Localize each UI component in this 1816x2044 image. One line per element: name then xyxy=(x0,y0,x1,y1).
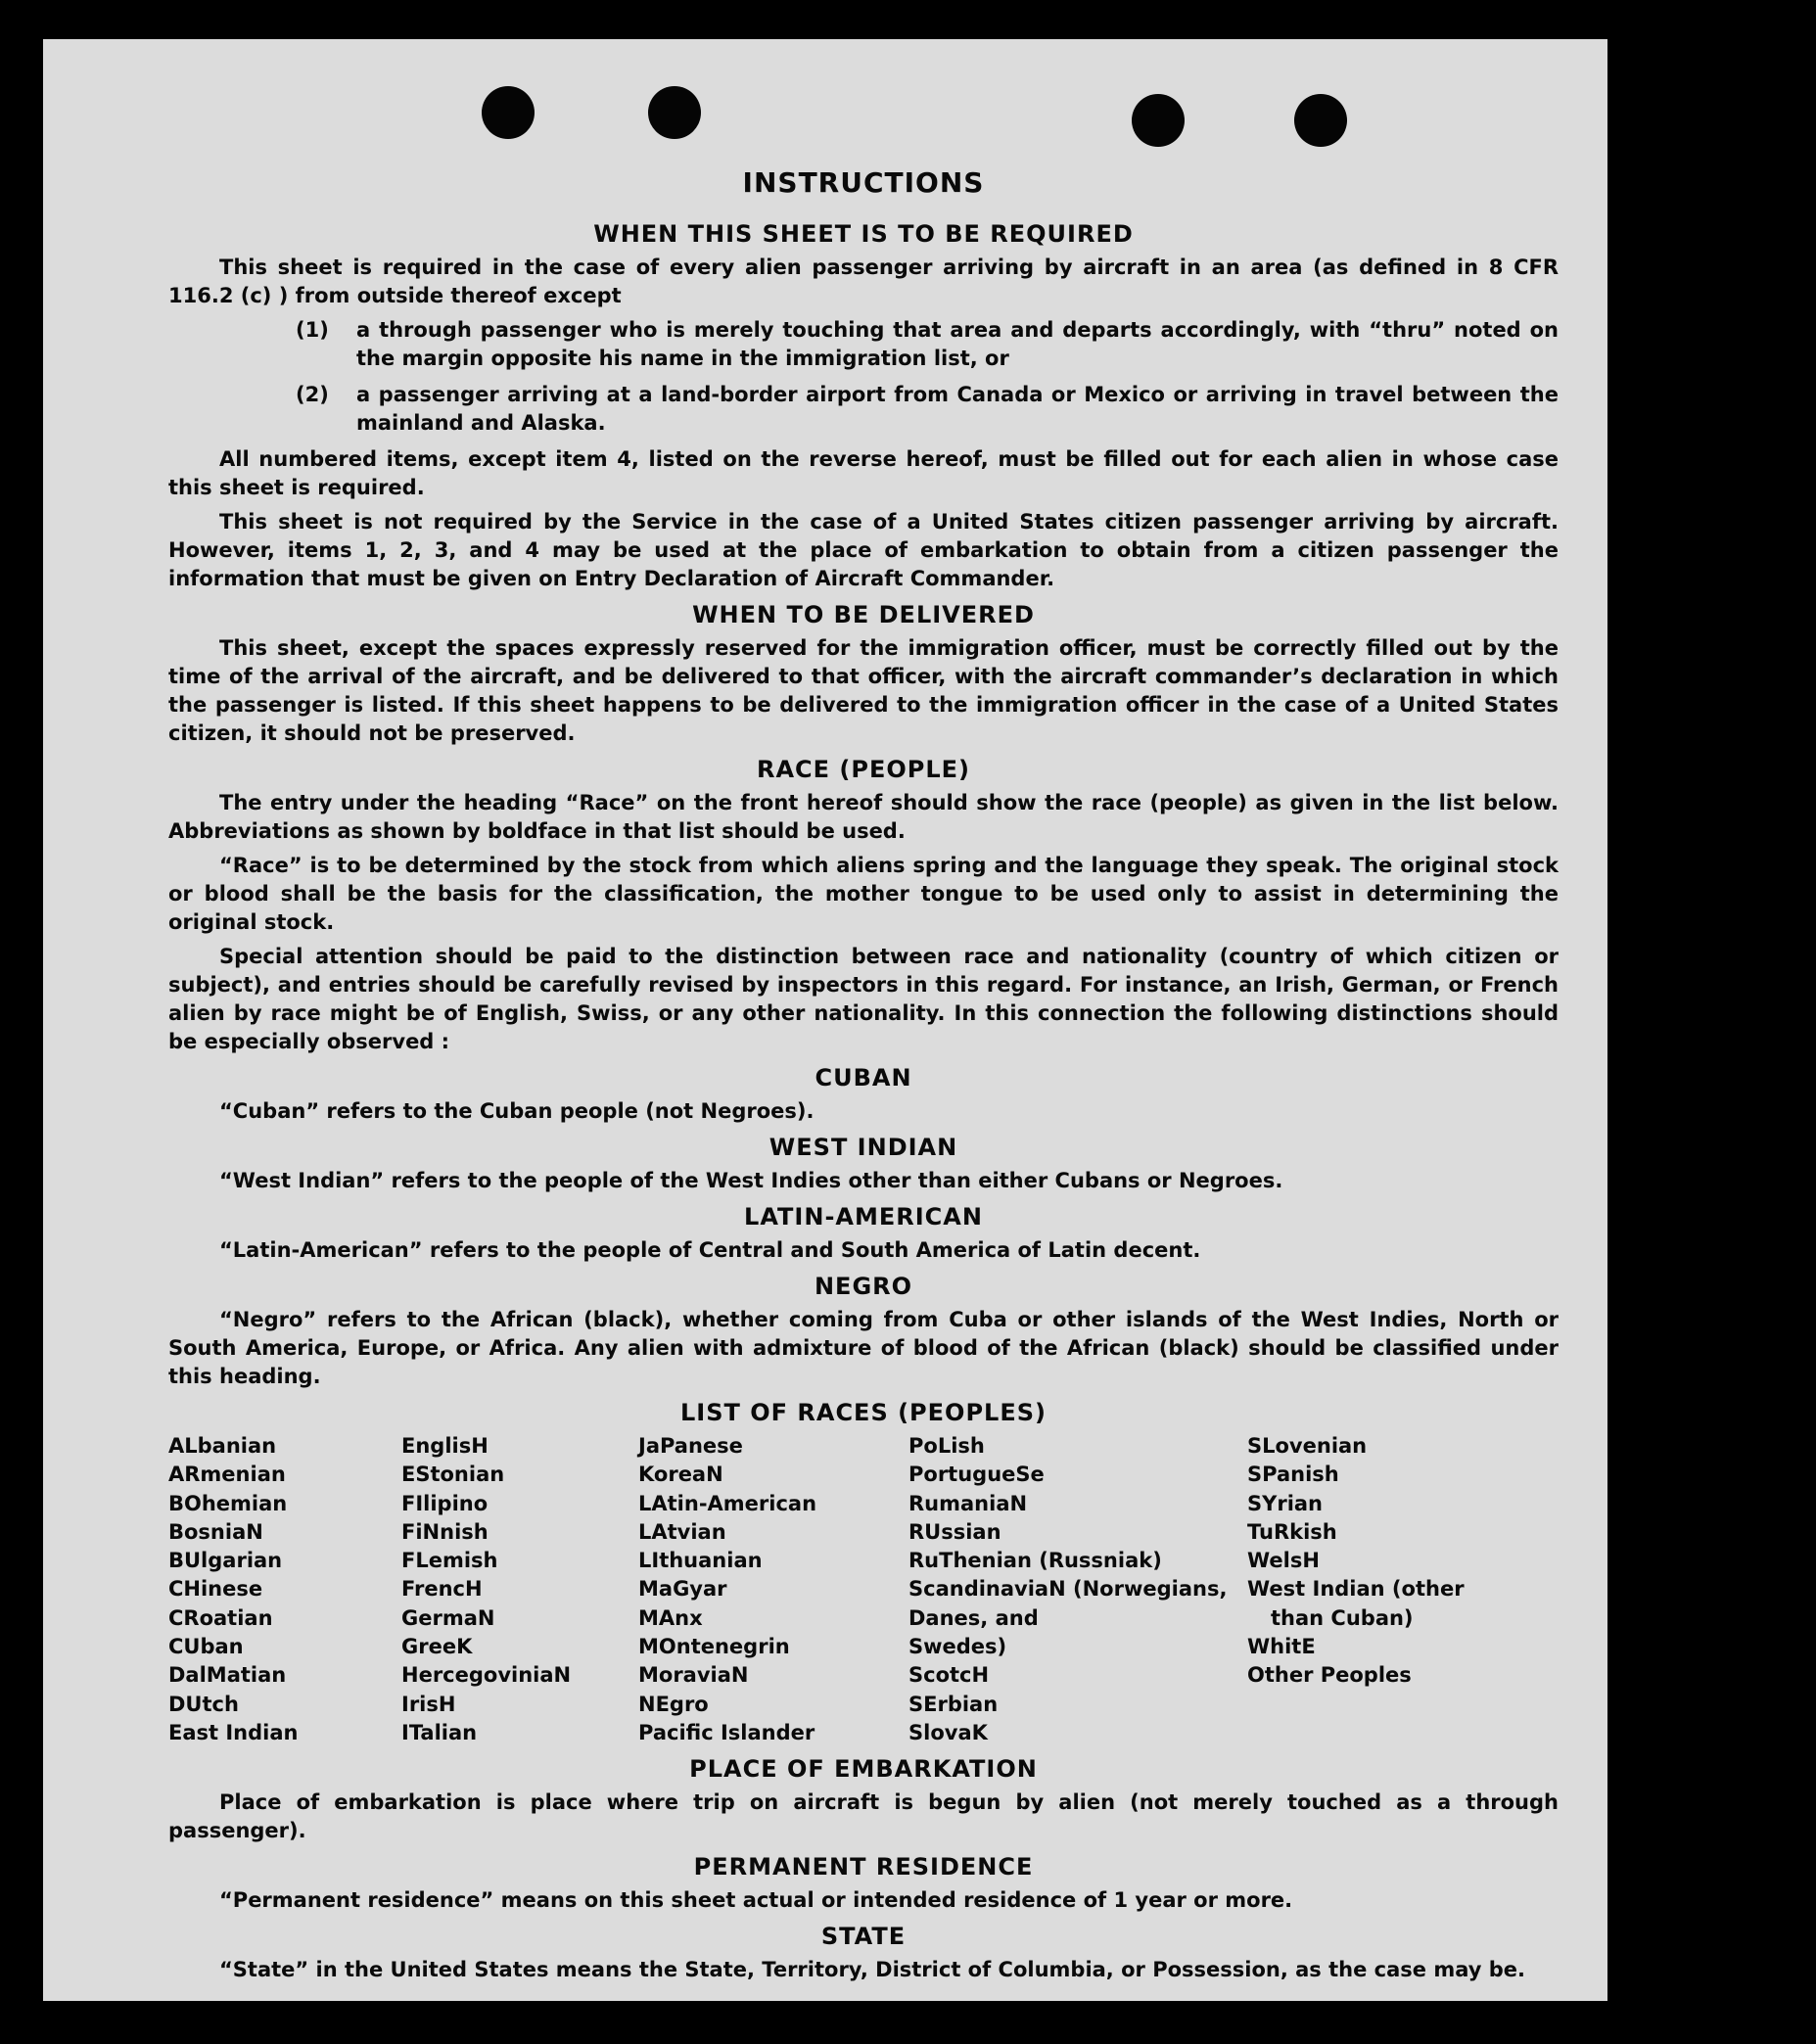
race-entry: CRoatian xyxy=(168,1605,273,1630)
race-entry: EStonian xyxy=(401,1463,505,1487)
race-paragraph-1: The entry under the heading “Race” on the front hereof should show the race (people) as given in the list below. Abbreviations as shown by boldface in that list should be used. xyxy=(168,791,1559,843)
races-column xyxy=(908,1432,1247,1747)
race-entry: RUssian xyxy=(908,1519,1001,1544)
race-entry: CUban xyxy=(168,1635,244,1659)
heading-latin-american: LATIN-AMERICAN xyxy=(744,1203,983,1231)
punch-hole xyxy=(482,86,535,139)
punch-hole xyxy=(1132,94,1185,147)
heading-cuban: CUBAN xyxy=(815,1064,912,1092)
races-column xyxy=(168,1432,401,1747)
race-entry: WelsH xyxy=(1247,1549,1320,1573)
race-paragraph-2: “Race” is to be determined by the stock from which aliens spring and the language they speak. The original stock or blood shall be the basis for the classification, the mother tongue to be used only to assist in determining the original stock. xyxy=(168,854,1559,934)
cuban-paragraph: “Cuban” refers to the Cuban people (not Negroes). xyxy=(219,1099,815,1123)
race-entry: DUtch xyxy=(168,1692,239,1716)
race-entry: BOhemian xyxy=(168,1491,288,1515)
race-entry: GermaN xyxy=(401,1605,495,1630)
heading-west-indian: WEST INDIAN xyxy=(768,1134,958,1161)
heading-required: WHEN THIS SHEET IS TO BE REQUIRED xyxy=(593,220,1134,248)
heading-state: STATE xyxy=(820,1923,907,1951)
embarkation-paragraph: Place of embarkation is place where trip on aircraft is begun by alien (not merely touched as a through passenger). xyxy=(168,1790,1559,1843)
race-entry: than Cuban) xyxy=(1271,1605,1414,1630)
instructions-content xyxy=(168,166,1559,1990)
west-indian-paragraph: “West Indian” refers to the people of the West Indies other than either Cubans or Negroes. xyxy=(219,1169,1283,1192)
race-entry: NEgro xyxy=(638,1692,709,1716)
race-entry: Danes, and xyxy=(908,1605,1039,1630)
heading-list-of-races: LIST OF RACES (PEOPLES) xyxy=(680,1399,1047,1426)
item-text: a passenger arriving at a land-border airport from Canada or Mexico or arriving in travel between the mainland and Alaska. xyxy=(356,383,1559,435)
race-entry: SErbian xyxy=(908,1692,999,1716)
race-entry: LAtvian xyxy=(638,1519,726,1544)
races-column xyxy=(401,1432,638,1747)
race-entry: MAnx xyxy=(638,1605,703,1630)
race-entry: GreeK xyxy=(401,1635,473,1659)
races-column xyxy=(1247,1432,1541,1747)
negro-paragraph: “Negro” refers to the African (black), whether coming from Cuba or other islands of the West Indies, North or South America, Europe, or Africa. Any alien with admixture of blood of the African (black) should be classified under this heading. xyxy=(168,1308,1559,1388)
punch-hole xyxy=(648,86,701,139)
race-entry: SLovenian xyxy=(1247,1434,1368,1458)
race-entry: KoreaN xyxy=(638,1463,723,1487)
race-entry: East Indian xyxy=(168,1720,299,1744)
race-entry: DalMatian xyxy=(168,1663,287,1688)
exception-item xyxy=(296,381,1559,438)
race-entry: HercegoviniaN xyxy=(401,1663,572,1688)
race-entry: IrisH xyxy=(401,1692,456,1716)
race-entry: RuThenian (Russniak) xyxy=(908,1549,1162,1573)
race-entry: JaPanese xyxy=(638,1434,743,1458)
races-column xyxy=(638,1432,908,1747)
document-sheet xyxy=(43,39,1607,2001)
race-entry: FIlipino xyxy=(401,1491,489,1515)
race-entry: ScandinaviaN (Norwegians, xyxy=(908,1577,1228,1602)
race-paragraph-3: Special attention should be paid to the distinction between race and nationality (country of which citizen or subject), and entries should be carefully revised by inspectors in this regard. For instance, an Irish, German, or French alien by race might be of English, Swiss, or any other nationality. In this connection the following distinctions should be especially observed : xyxy=(168,945,1559,1053)
page-title: INSTRUCTIONS xyxy=(742,166,985,199)
race-entry: EnglisH xyxy=(401,1434,489,1458)
race-entry: MoraviaN xyxy=(638,1663,749,1688)
race-entry: West Indian (other xyxy=(1247,1577,1465,1602)
race-entry: ALbanian xyxy=(168,1434,277,1458)
race-entry: ARmenian xyxy=(168,1463,286,1487)
race-entry: ScotcH xyxy=(908,1663,990,1688)
state-paragraph: “State” in the United States means the State, Territory, District of Columbia, or Possession, as the case may be. xyxy=(219,1958,1525,1982)
item-number: (1) xyxy=(296,318,329,342)
exception-item xyxy=(296,316,1559,373)
punch-hole xyxy=(1294,94,1347,147)
race-entry: RumaniaN xyxy=(908,1491,1028,1515)
item-text: a through passenger who is merely touching that area and departs accordingly, with “thru” noted on the margin opposite his name in the immigration list, or xyxy=(356,318,1559,370)
race-entry: WhitE xyxy=(1247,1635,1316,1659)
race-entry: Swedes) xyxy=(908,1635,1007,1659)
race-entry: Pacific Islander xyxy=(638,1720,815,1744)
residence-paragraph: “Permanent residence” means on this sheet actual or intended residence of 1 year or more. xyxy=(219,1888,1293,1913)
required-paragraph-3: This sheet is not required by the Service in the case of a United States citizen passenger arriving by aircraft. However, items 1, 2, 3, and 4 may be used at the place of embarkation to obtain from a citizen passenger the information that must be given on Entry Declaration of Aircraft Commander. xyxy=(168,510,1559,590)
race-entry: BUlgarian xyxy=(168,1549,283,1573)
race-entry: Other Peoples xyxy=(1247,1663,1412,1688)
race-entry: CHinese xyxy=(168,1577,263,1602)
race-entry: SYrian xyxy=(1247,1491,1324,1515)
item-number: (2) xyxy=(296,383,329,406)
race-entry: SPanish xyxy=(1247,1463,1339,1487)
race-entry: TuRkish xyxy=(1247,1519,1337,1544)
race-entry: MOntenegrin xyxy=(638,1635,790,1659)
delivered-paragraph: This sheet, except the spaces expressly reserved for the immigration officer, must be correctly filled out by the time of the arrival of the aircraft, and be delivered to that officer, with the aircraft commander’s declaration in which the passenger is listed. If this sheet happens to be delivered to the immigration officer in the case of a United States citizen, it should not be preserved. xyxy=(168,636,1559,745)
heading-embarkation: PLACE OF EMBARKATION xyxy=(689,1755,1038,1784)
required-intro: This sheet is required in the case of every alien passenger arriving by aircraft in an area (as defined in 8 CFR 116.2 (c) ) from outside thereof except xyxy=(168,256,1559,307)
race-entry: FrencH xyxy=(401,1577,483,1602)
race-entry: SlovaK xyxy=(908,1720,988,1744)
latin-american-paragraph: “Latin-American” refers to the people of Central and South America of Latin decent. xyxy=(219,1238,1201,1262)
race-entry: LIthuanian xyxy=(638,1549,763,1573)
race-entry: LAtin-American xyxy=(638,1491,817,1515)
heading-residence: PERMANENT RESIDENCE xyxy=(693,1853,1034,1881)
heading-delivered: WHEN TO BE DELIVERED xyxy=(692,601,1035,628)
required-paragraph-2: All numbered items, except item 4, listed on the reverse hereof, must be filled out for each alien in whose case this sheet is required. xyxy=(168,447,1559,499)
race-entry: MaGyar xyxy=(638,1577,727,1602)
race-entry: PortugueSe xyxy=(908,1463,1045,1487)
race-entry: ITalian xyxy=(401,1720,478,1744)
heading-negro: NEGRO xyxy=(814,1273,913,1300)
races-list xyxy=(168,1432,1559,1747)
race-entry: BosniaN xyxy=(168,1519,263,1544)
race-entry: PoLish xyxy=(908,1434,985,1458)
heading-race: RACE (PEOPLE) xyxy=(756,756,971,783)
race-entry: FiNnish xyxy=(401,1519,489,1544)
race-entry: FLemish xyxy=(401,1549,498,1573)
